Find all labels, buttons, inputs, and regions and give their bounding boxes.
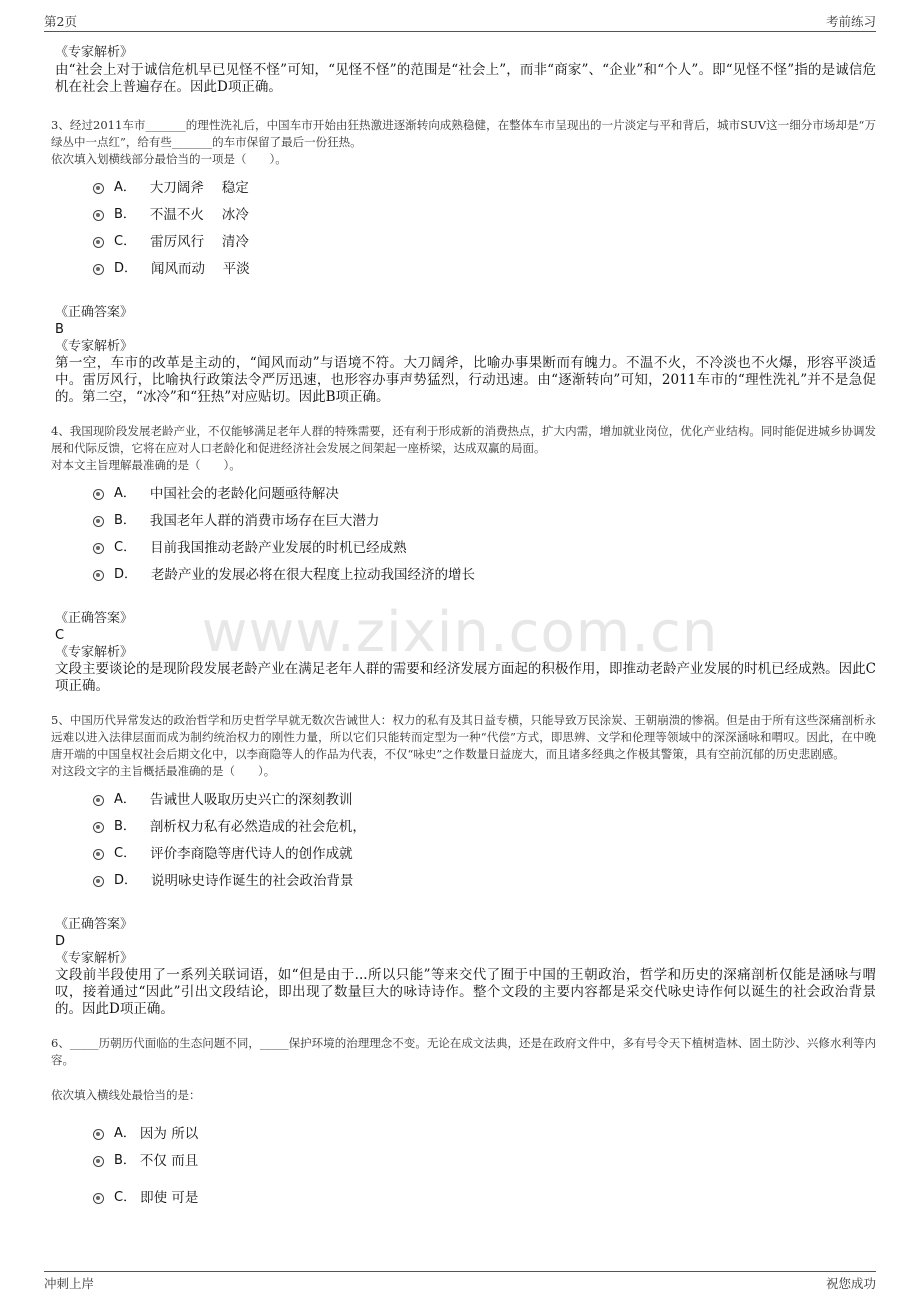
radio-icon[interactable] — [93, 264, 104, 275]
question-4 — [51, 423, 876, 695]
option-b[interactable]: B． 不仅 而且 — [93, 1145, 876, 1172]
radio-icon[interactable] — [93, 543, 104, 554]
option-a[interactable]: A． 因为 所以 — [93, 1118, 876, 1145]
question-stem: 5、中国历代异常发达的政治哲学和历史哲学早就无数次告诫世人：权力的私有及其日益专横，只能导致万民涂炭、王朝崩溃的惨祸。但是由于所有这些深痛剖析永远难以进入法律层面而成为制约统治权力的刚性力量，所以它们只能转而定型为一种“代偿”方式，即思辨、文学和伦理等领域中的深深涵咏和喟叹。因此，在中晚唐开端的中国皇权社会后期文化中，以李商隐等人的作品为代表，不仅“咏史”之作数量日益庞大，而且诸多经典之作极其警策，具有空前沉郁的历史悲剧感。 — [51, 713, 876, 761]
option-d[interactable]: D． 老龄产业的发展必将在很大程度上拉动我国经济的增长 — [93, 559, 876, 586]
option-list — [93, 172, 876, 280]
question-prompt: 依次填入划横线部分最恰当的一项是（ ）。 — [51, 152, 287, 166]
header-title: 考前练习 — [825, 14, 876, 29]
expert-analysis-text: 第一空，车市的改革是主动的，“闻风而动”与语境不符。大刀阔斧，比喻办事果断而有魄力。不温不火，不冷淡也不火爆，形容平淡适中。雷厉风行，比喻执行政策法令严厉迅速，也形容办事声势猛烈，行动迅速。由“逐渐转向”可知，2011车市的“理性洗礼”并不是急促的。第二空，“冰冷”和“狂热”对应贴切。因此B项正确。 — [55, 355, 876, 405]
option-list — [93, 1118, 876, 1209]
option-list — [93, 784, 876, 892]
correct-answer-label: 《正确答案》 — [55, 305, 134, 320]
option-c[interactable]: C． 评价李商隐等唐代诗人的创作成就 — [93, 838, 876, 865]
expert-analysis-label: 《专家解析》 — [55, 951, 134, 966]
page-number: 第2页 — [44, 14, 77, 29]
correct-answer-label: 《正确答案》 — [55, 917, 134, 932]
option-d[interactable]: D． 说明咏史诗作诞生的社会政治背景 — [93, 865, 876, 892]
page-footer — [44, 1271, 876, 1291]
correct-answer: B — [55, 322, 64, 337]
question-5 — [51, 712, 876, 1018]
option-a[interactable]: A． 中国社会的老龄化问题亟待解决 — [93, 478, 876, 505]
option-d[interactable]: D． 闻风而动 平淡 — [93, 253, 876, 280]
q2-tail — [55, 44, 876, 96]
expert-analysis-text: 文段主要谈论的是现阶段发展老龄产业在满足老年人群的需要和经济发展方面起的积极作用，即推动老龄产业发展的时机已经成熟。因此C项正确。 — [55, 661, 876, 694]
radio-icon[interactable] — [93, 876, 104, 887]
correct-answer-label: 《正确答案》 — [55, 611, 134, 626]
expert-analysis-label: 《专家解析》 — [55, 45, 134, 60]
option-list — [93, 478, 876, 586]
correct-answer: C — [55, 628, 65, 643]
radio-icon[interactable] — [93, 1156, 104, 1167]
option-b[interactable]: B． 剖析权力私有必然造成的社会危机， — [93, 811, 876, 838]
radio-icon[interactable] — [93, 516, 104, 527]
question-stem: 4、我国现阶段发展老龄产业，不仅能够满足老年人群的特殊需要，还有利于形成新的消费热点，扩大内需，增加就业岗位，优化产业结构。同时能促进城乡协调发展和代际反馈，它将在应对人口老龄化和促进经济社会发展之间架起一座桥梁，达成双赢的局面。 — [51, 424, 876, 455]
radio-icon[interactable] — [93, 237, 104, 248]
radio-icon[interactable] — [93, 489, 104, 500]
radio-icon[interactable] — [93, 795, 104, 806]
radio-icon[interactable] — [93, 1129, 104, 1140]
correct-answer: D — [55, 934, 66, 949]
footer-left-text: 冲刺上岸 — [44, 1276, 95, 1291]
footer-right-text: 祝您成功 — [825, 1276, 876, 1291]
radio-icon[interactable] — [93, 183, 104, 194]
expert-analysis-text: 文段前半段使用了一系列关联词语，如“但是由于...所以只能”等来交代了囿于中国的王朝政治，哲学和历史的深痛剖析仅能是涵咏与喟叹，接着通过“因此”引出文段结论，即出现了数量巨大的咏诗诗作。整个文段的主要内容都是采交代咏史诗作何以诞生的社会政治背景的。因此D项正确。 — [55, 967, 876, 1017]
question-stem: 6、_____历朝历代面临的生态问题不同，_____保护环境的治理理念不变。无论在成文法典，还是在政府文件中，多有号令天下植树造林、固土防沙、兴修水利等内容。 — [51, 1036, 876, 1067]
radio-icon[interactable] — [93, 570, 104, 581]
radio-icon[interactable] — [93, 849, 104, 860]
option-a[interactable]: A． 告诫世人吸取历史兴亡的深刻教训 — [93, 784, 876, 811]
option-c[interactable]: C． 即使 可是 — [93, 1182, 876, 1209]
question-3 — [51, 117, 876, 406]
option-b[interactable]: B． 不温不火 冰冷 — [93, 199, 876, 226]
question-prompt: 对本文主旨理解最准确的是（ ）。 — [51, 458, 241, 472]
question-prompt: 对这段文字的主旨概括最准确的是（ ）。 — [51, 764, 276, 778]
question-prompt: 依次填入横线处最恰当的是： — [51, 1088, 201, 1102]
radio-icon[interactable] — [93, 210, 104, 221]
option-c[interactable]: C． 目前我国推动老龄产业发展的时机已经成熟 — [93, 532, 876, 559]
expert-analysis-label: 《专家解析》 — [55, 645, 134, 660]
question-stem: 3、经过2011车市_______的理性洗礼后，中国车市开始由狂热激进逐渐转向成熟稳健，在整体车市呈现出的一片淡定与平和背后，城市SUV这一细分市场却是“万绿丛中一点红”，给有些_______的车市保留了最后一份狂热。 — [51, 118, 876, 149]
option-b[interactable]: B． 我国老年人群的消费市场存在巨大潜力 — [93, 505, 876, 532]
radio-icon[interactable] — [93, 1193, 104, 1204]
document-body — [51, 44, 876, 1209]
expert-analysis-label: 《专家解析》 — [55, 339, 134, 354]
option-a[interactable]: A． 大刀阔斧 稳定 — [93, 172, 876, 199]
watermark: www.zixin.com.cn — [201, 600, 719, 665]
question-6 — [51, 1035, 876, 1209]
expert-analysis-text: 由“社会上对于诚信危机早已见怪不怪”可知，“见怪不怪”的范围是“社会上”，而非“商家”、“企业”和“个人”。即“见怪不怪”指的是诚信危机在社会上普遍存在。因此D项正确。 — [55, 62, 876, 95]
option-c[interactable]: C． 雷厉风行 清冷 — [93, 226, 876, 253]
page-header — [44, 12, 876, 32]
radio-icon[interactable] — [93, 822, 104, 833]
